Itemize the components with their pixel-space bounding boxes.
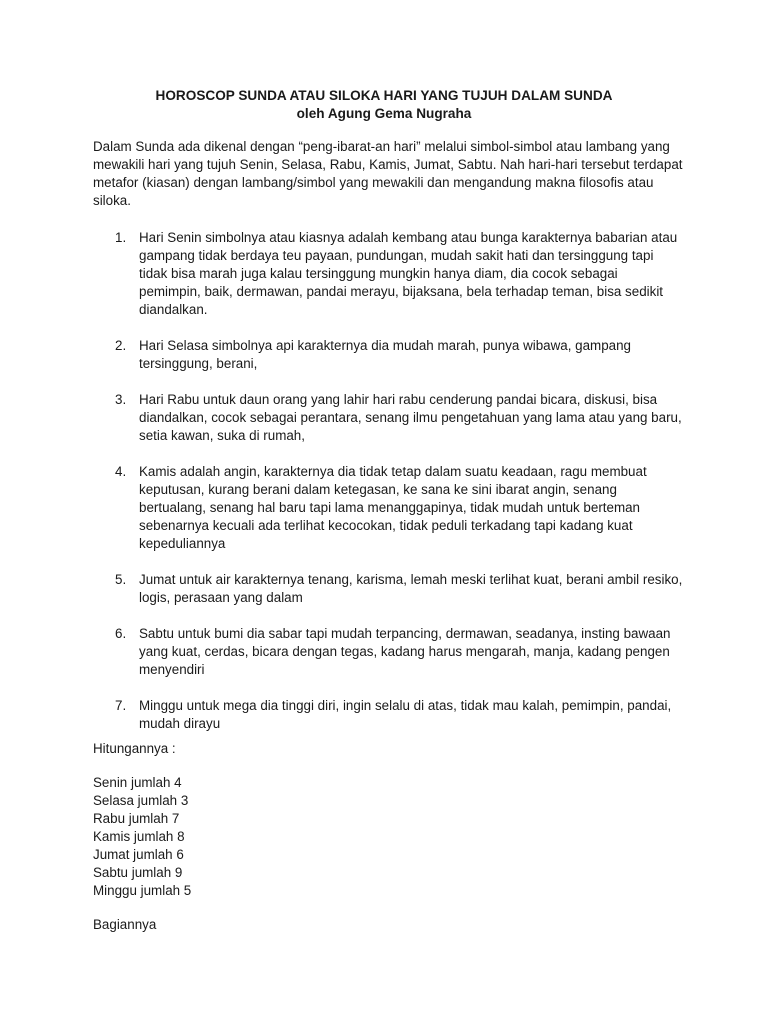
list-item-number: 5. [115,572,127,587]
list-item [93,391,683,445]
list-item [93,337,683,373]
list-item [93,229,683,319]
list-item-number: 4. [115,464,127,479]
list-item-text: Kamis adalah angin, karakternya dia tidak tetap dalam suatu keadaan, ragu membuat keputusan, kurang berani dalam ketegasan, ke sana ke sini ibarat angin, senang bertualang, senang hal baru tapi lama menanggapinya, tidak mudah untuk berteman sebenarnya kecuali ada terlihat kecocokan, tidak peduli terkadang tapi kadang kuat kepeduliannya [139,464,647,551]
day-count-row: Jumat jumlah 6 [93,847,184,862]
intro-paragraph: Dalam Sunda ada dikenal dengan “peng-ibarat-an hari” melalui simbol-simbol atau lambang yang mewakili hari yang tujuh Senin, Selasa, Rabu, Kamis, Jumat, Sabtu. Nah hari-hari tersebut terdapat metafor (kiasan) dengan lambang/simbol yang mewakili dan mengandung makna filosofis atau siloka. [93,139,683,208]
list-item [93,697,683,733]
count-heading: Hitungannya : [93,741,176,756]
list-item-text: Jumat untuk air karakternya tenang, karisma, lemah meski terlihat kuat, berani ambil resiko, logis, perasaan yang dalam [139,572,683,605]
day-count-row: Sabtu jumlah 9 [93,865,183,880]
list-item-text: Hari Senin simbolnya atau kiasnya adalah kembang atau bunga karakternya babarian atau gampang tidak berdaya teu payaan, pundungan, mudah sakit hati dan tersinggung tapi tidak bisa marah juga kalau tersinggung mungkin hanya diam, dia cocok sebagai pemimpin, baik, dermawan, pandai merayu, bijaksana, bela terhadap teman, bisa sedikit diandalkan. [139,230,678,317]
day-count-row: Minggu jumlah 5 [93,883,192,898]
day-count-row: Selasa jumlah 3 [93,793,189,808]
document-title: HOROSCOP SUNDA ATAU SILOKA HARI YANG TUJUH DALAM SUNDA [155,88,613,103]
title-block [0,87,768,123]
document-author: oleh Agung Gema Nugraha [296,106,472,121]
day-count-row: Kamis jumlah 8 [93,829,185,844]
list-item [93,571,683,607]
list-item-number: 1. [115,230,127,245]
list-item-text: Minggu untuk mega dia tinggi diri, ingin selalu di atas, tidak mau kalah, pemimpin, pandai, mudah dirayu [139,698,672,731]
list-item [93,463,683,553]
list-item-text: Hari Rabu untuk daun orang yang lahir hari rabu cenderung pandai bicara, diskusi, bisa diandalkan, cocok sebagai perantara, senang ilmu pengetahuan yang lama atau yang baru, setia kawan, suka di rumah, [139,392,682,443]
list-item [93,625,683,679]
day-count-row: Rabu jumlah 7 [93,811,180,826]
list-item-number: 3. [115,392,127,407]
list-item-text: Sabtu untuk bumi dia sabar tapi mudah terpancing, dermawan, seadanya, insting bawaan yang kuat, cerdas, bicara dengan tegas, kadang harus mengarah, manja, kadang pengen menyendiri [139,626,671,677]
day-count-list [93,774,191,900]
day-count-row: Senin jumlah 4 [93,775,182,790]
section-label: Bagiannya [93,917,157,932]
list-item-number: 6. [115,626,127,641]
list-item-text: Hari Selasa simbolnya api karakternya dia mudah marah, punya wibawa, gampang tersinggung, berani, [139,338,632,371]
list-item-number: 7. [115,698,127,713]
list-item-number: 2. [115,338,127,353]
day-symbol-list [93,229,683,751]
